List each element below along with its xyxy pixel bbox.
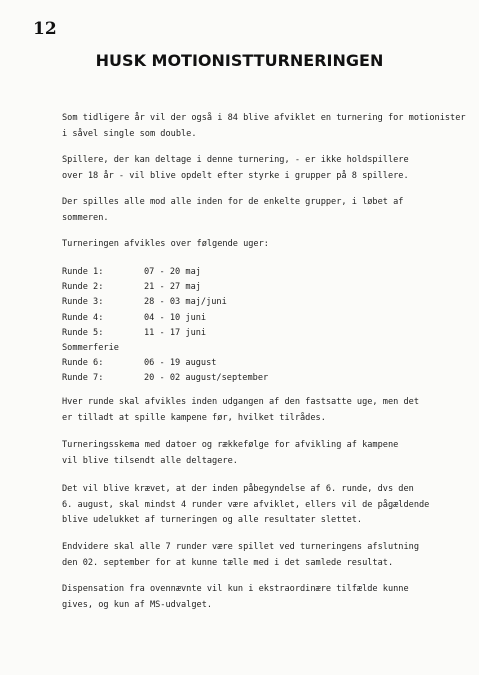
paragraph-players <box>62 153 452 184</box>
page-title: HUSK MOTIONISTTURNERINGEN <box>95 51 384 70</box>
round-label: Runde 4: <box>62 312 104 323</box>
text-line: blive udelukket af turneringen og alle resultater slettet. <box>62 515 363 525</box>
text-line: 6. august, skal mindst 4 runder være afviklet, ellers vil de pågældende <box>62 499 430 510</box>
paragraph-requirement <box>62 482 452 529</box>
round-label: Runde 1: <box>62 267 104 277</box>
round-dates: 20 - 02 august/september <box>144 373 269 384</box>
text-line: Som tidligere år vil der også i 84 blive afviklet en turnering for motionister <box>62 113 466 123</box>
text-line: vil blive tilsendt alle deltagere. <box>62 455 238 466</box>
round-label: Runde 6: <box>62 358 104 369</box>
round-label: Runde 2: <box>62 282 104 293</box>
text-line: Det vil blive krævet, at der inden påbegyndelse af 6. runde, dvs den <box>62 484 414 494</box>
paragraph-schedule-sent <box>62 438 452 469</box>
round-dates: 06 - 19 august <box>144 358 217 369</box>
paragraph-round-deadline <box>62 395 452 426</box>
round-dates: 21 - 27 maj <box>144 282 201 293</box>
paragraph-schedule-intro <box>62 237 452 253</box>
paragraph-intro <box>62 111 466 142</box>
text-line: Turneringen afvikles over følgende uger: <box>62 239 269 249</box>
paragraph-dispensation <box>62 582 452 613</box>
text-line: Spillere, der kan deltage i denne turnering, - er ikke holdspillere <box>62 155 409 165</box>
round-label: Runde 5: <box>62 327 104 338</box>
text-line: gives, og kun af MS-udvalget. <box>62 599 213 610</box>
round-dates: 11 - 17 juni <box>144 327 207 338</box>
round-label: Runde 3: <box>62 297 104 308</box>
paragraph-completion <box>62 540 452 571</box>
round-dates: 04 - 10 juni <box>144 312 207 323</box>
text-line: Dispensation fra ovennævnte vil kun i ekstraordinære tilfælde kunne <box>62 584 409 594</box>
text-line: i såvel single som double. <box>62 128 197 139</box>
paragraph-groups <box>62 195 452 226</box>
round-dates: 07 - 20 maj <box>144 267 201 277</box>
round-dates: 28 - 03 maj/juni <box>144 297 227 308</box>
summer-break-label: Sommerferie <box>62 342 119 353</box>
page-number: 12 <box>33 19 57 39</box>
text-line: Hver runde skal afvikles inden udgangen af den fastsatte uge, men det <box>62 397 419 407</box>
text-line: sommeren. <box>62 212 109 223</box>
text-line: den 02. september for at kunne tælle med i det samlede resultat. <box>62 557 394 568</box>
text-line: Turneringsskema med datoer og rækkefølge for afvikling af kampene <box>62 440 399 450</box>
round-label: Runde 7: <box>62 373 104 384</box>
text-line: over 18 år - vil blive opdelt efter styrke i grupper på 8 spillere. <box>62 170 409 181</box>
text-line: Der spilles alle mod alle inden for de enkelte grupper, i løbet af <box>62 197 404 207</box>
text-line: Endvidere skal alle 7 runder være spillet ved turneringens afslutning <box>62 542 419 552</box>
text-line: er tilladt at spille kampene før, hvilket tilrådes. <box>62 412 326 423</box>
